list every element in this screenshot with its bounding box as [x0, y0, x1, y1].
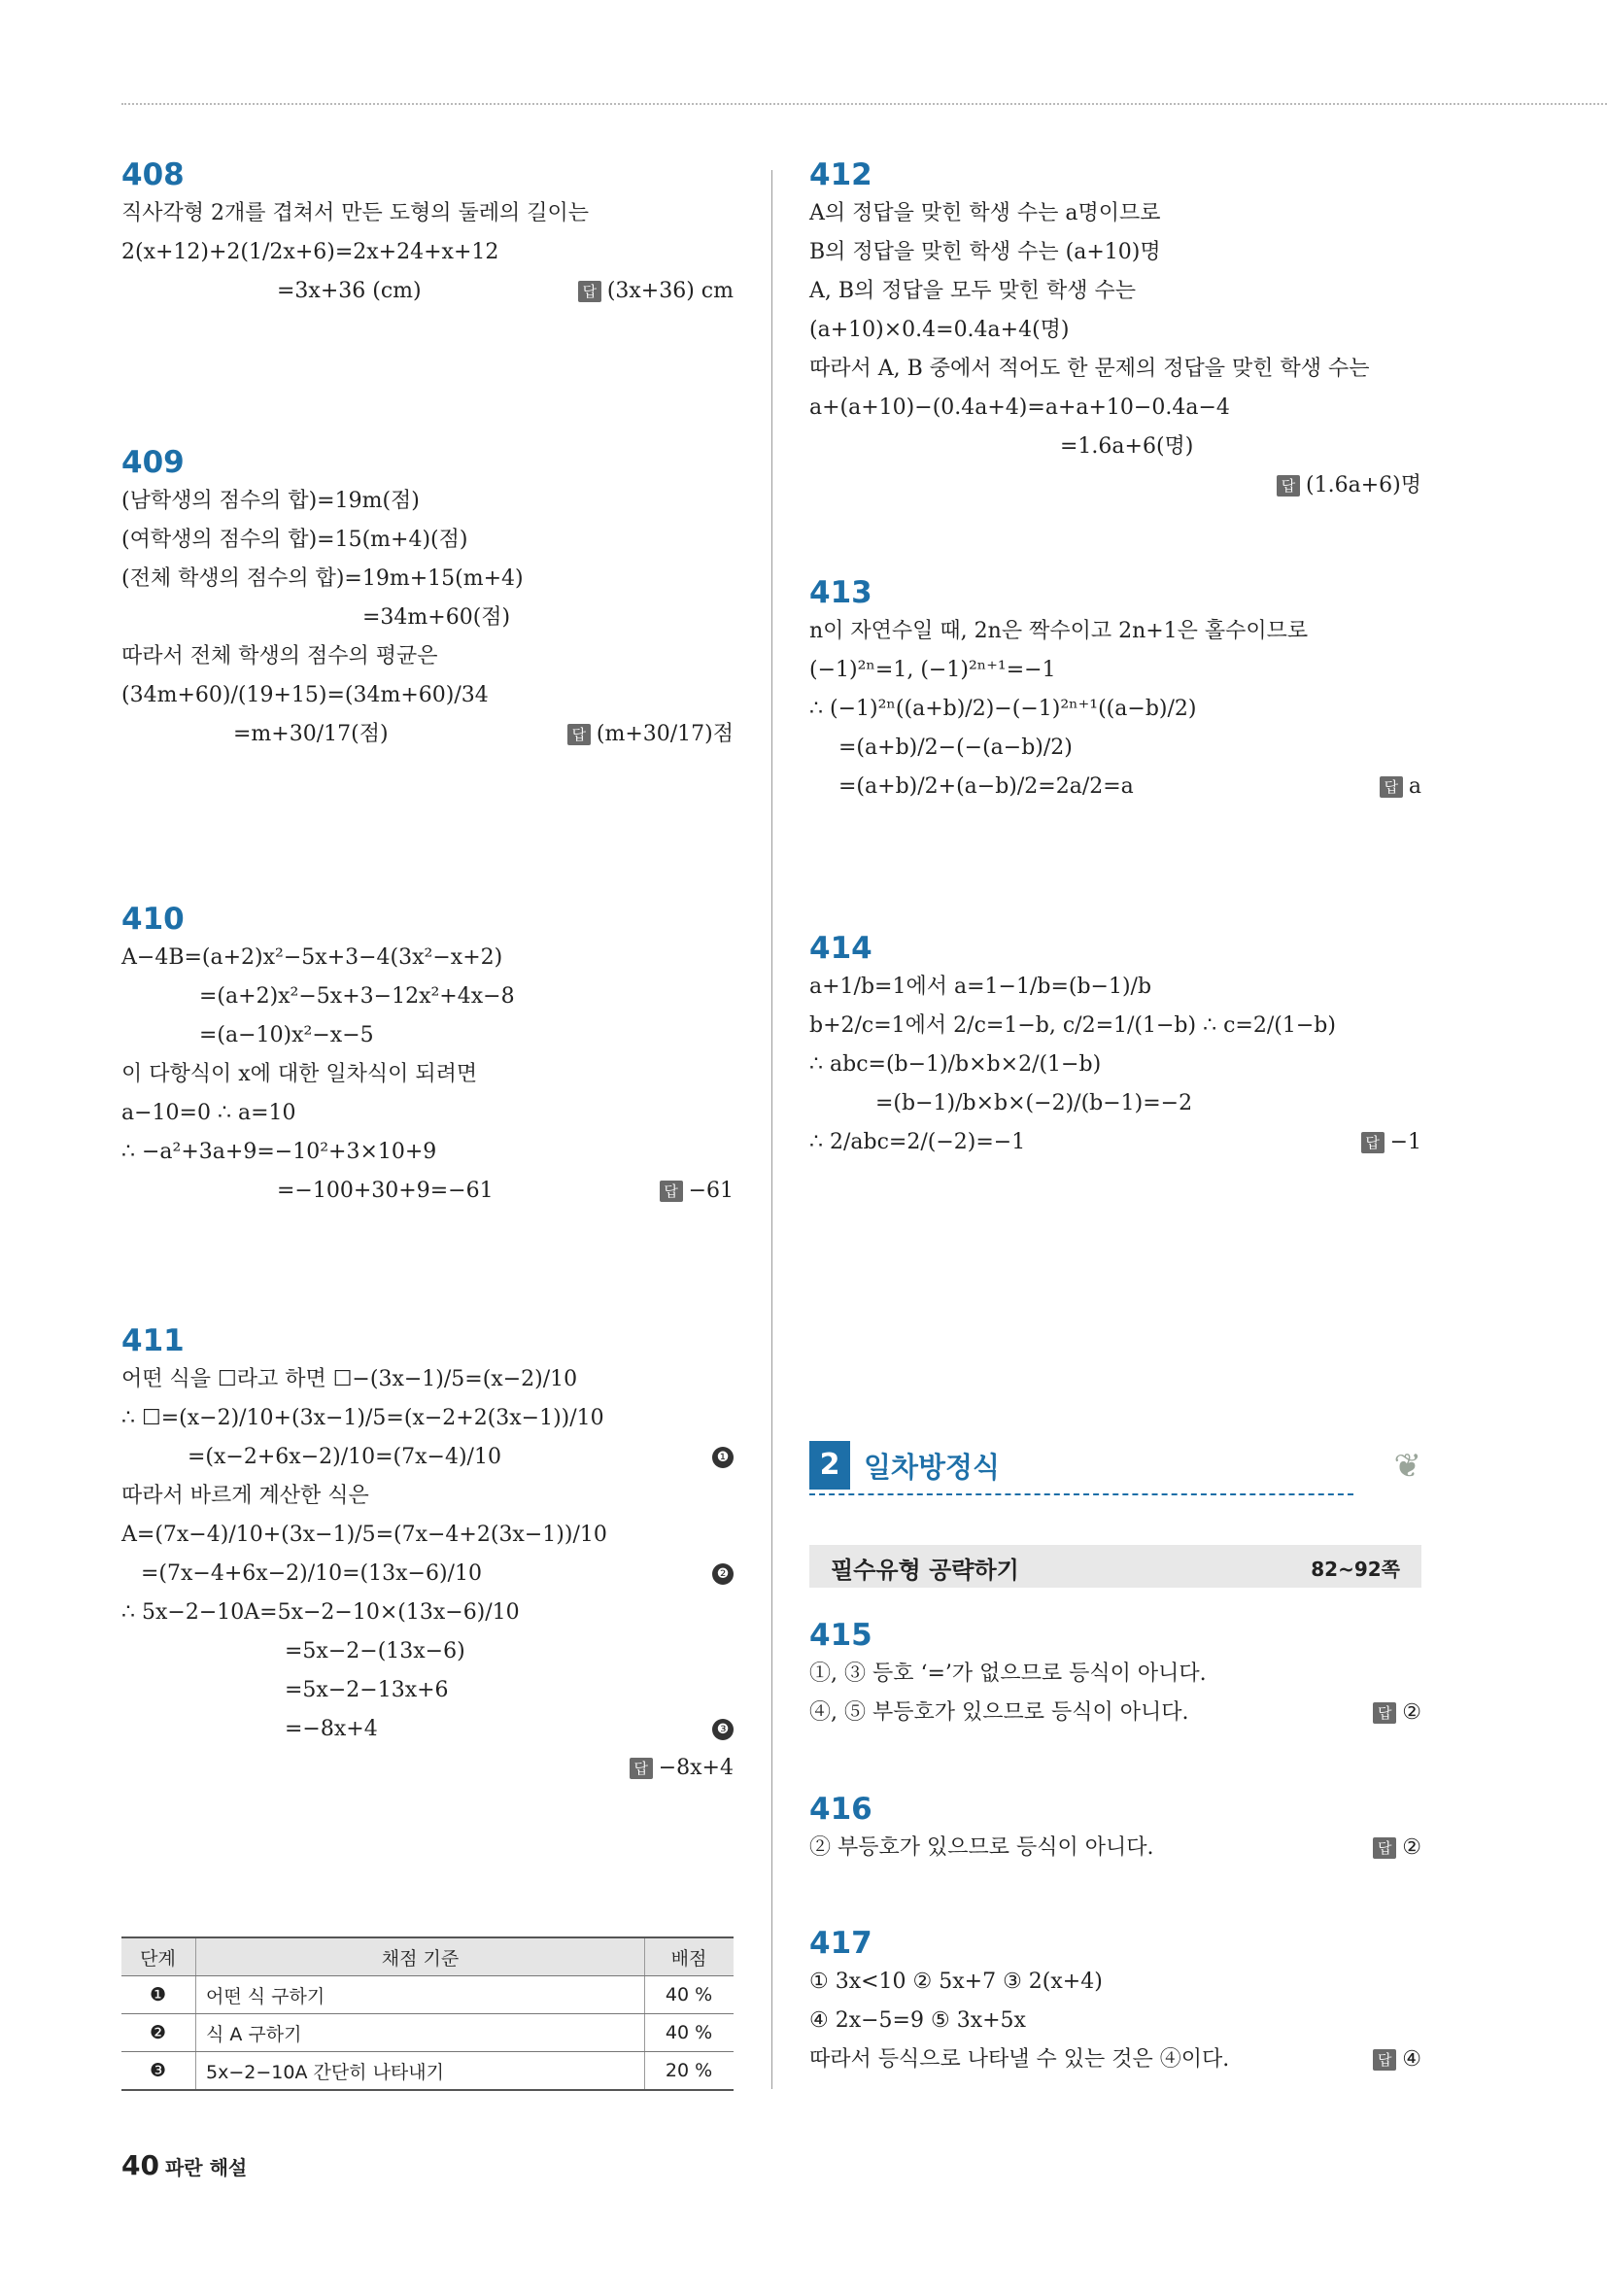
solution-line: =5x−2−(13x−6) — [285, 1639, 465, 1663]
practice-bar-pages: 82~92쪽 — [1311, 1558, 1400, 1581]
solution-line — [809, 2040, 1421, 2079]
answer — [1277, 466, 1421, 505]
table-row — [121, 1976, 734, 2014]
solution-line: =5x−2−13x+6 — [285, 1678, 449, 1702]
problem-number: 417 — [809, 1926, 872, 1961]
solution-line: 따라서 전체 학생의 점수의 평균은 — [121, 644, 438, 668]
answer-badge: 답 — [578, 281, 601, 302]
cell-step: ❸ — [121, 2052, 196, 2091]
solution-line: (a+10)×0.4=0.4a+4(명) — [809, 318, 1070, 342]
solution-text: ∴ 2/abc=2/(−2)=−1 — [809, 1130, 1026, 1154]
answer-value: −1 — [1389, 1130, 1421, 1154]
answer-value: −8x+4 — [658, 1756, 734, 1780]
problem-409 — [121, 443, 734, 754]
answer-badge: 답 — [1373, 1702, 1396, 1724]
solution-text: =(a+b)/2+(a−b)/2=2a/2=a — [838, 774, 1134, 799]
problem-414 — [809, 929, 1421, 1162]
problem-415 — [809, 1616, 1421, 1732]
section-header — [809, 1441, 1421, 1495]
problem-413 — [809, 573, 1421, 806]
problem-number: 416 — [809, 1792, 872, 1827]
problem-number: 409 — [121, 445, 185, 480]
answer-badge: 답 — [1373, 1837, 1396, 1859]
solution-line: =(a+b)/2−(−(a−b)/2) — [838, 736, 1073, 760]
solution-line: b+2/c=1에서 2/c=1−b, c/2=1/(1−b) ∴ c=2/(1−b) — [809, 1013, 1336, 1038]
solution-line: =(b−1)/b×b×(−2)/(b−1)=−2 — [875, 1091, 1193, 1115]
answer — [1373, 1694, 1421, 1732]
practice-bar — [809, 1545, 1421, 1588]
page-footer — [121, 2149, 247, 2181]
column-divider — [771, 170, 772, 2089]
table-row — [121, 2014, 734, 2052]
solution-line — [121, 272, 734, 311]
solution-line: ④ 2x−5=9 ⑤ 3x+5x — [809, 2008, 1026, 2033]
answer-badge: 답 — [1277, 475, 1300, 497]
answer-value: ② — [1402, 1835, 1421, 1860]
step-mark-1: ❶ — [712, 1447, 734, 1468]
cell-step: ❶ — [121, 1976, 196, 2014]
answer-badge: 답 — [660, 1181, 683, 1202]
answer-value: (m+30/17)점 — [596, 722, 734, 746]
section-title: 일차방정식 — [864, 1450, 1001, 1484]
answer-value: a — [1408, 774, 1421, 799]
solution-line — [121, 1555, 734, 1593]
cell-points: 40 % — [645, 2014, 735, 2052]
cell-step: ❷ — [121, 2014, 196, 2052]
cell-criterion: 식 A 구하기 — [196, 2014, 645, 2052]
solution-line: ∴ abc=(b−1)/b×b×2/(1−b) — [809, 1052, 1102, 1077]
problem-417 — [809, 1924, 1421, 2079]
answer — [1380, 768, 1421, 806]
solution-line: ∴ 5x−2−10A=5x−2−10×(13x−6)/10 — [121, 1600, 520, 1625]
solution-line: (전체 학생의 점수의 합)=19m+15(m+4) — [121, 566, 524, 591]
solution-line: ∴ (−1)²ⁿ((a+b)/2)−(−1)²ⁿ⁺¹((a−b)/2) — [809, 697, 1197, 721]
solution-text: =(7x−4+6x−2)/10=(13x−6)/10 — [141, 1561, 482, 1586]
practice-bar-title: 필수유형 공략하기 — [831, 1557, 1019, 1584]
solution-line: 이 다항식이 x에 대한 일차식이 되려면 — [121, 1062, 478, 1086]
leaf-decoration-icon: ❦ — [1393, 1447, 1421, 1486]
answer-value: (1.6a+6)명 — [1306, 473, 1421, 497]
problem-410 — [121, 900, 734, 1211]
cell-criterion: 5x−2−10A 간단히 나타내기 — [196, 2052, 645, 2091]
answer-value: −61 — [688, 1179, 734, 1203]
solution-line: A의 정답을 맞힌 학생 수는 a명이므로 — [809, 201, 1161, 225]
problem-412 — [809, 155, 1421, 497]
answer — [1373, 2040, 1421, 2079]
solution-line — [121, 1710, 734, 1749]
cell-criterion: 어떤 식 구하기 — [196, 1976, 645, 2014]
solution-line: (34m+60)/(19+15)=(34m+60)/34 — [121, 683, 489, 707]
top-dotted-rule — [121, 103, 1607, 105]
solution-text: ④, ⑤ 부등호가 있으므로 등식이 아니다. — [809, 1700, 1189, 1725]
answer — [567, 715, 734, 754]
solution-line: 직사각형 2개를 겹쳐서 만든 도형의 둘레의 길이는 — [121, 201, 589, 225]
solution-line: (남학생의 점수의 합)=19m(점) — [121, 489, 420, 513]
solution-text: ② 부등호가 있으므로 등식이 아니다. — [809, 1835, 1154, 1860]
footer-label: 파란 해설 — [164, 2156, 248, 2179]
solution-line: =(a+2)x²−5x+3−12x²+4x−8 — [199, 984, 515, 1009]
answer-badge: 답 — [1380, 776, 1403, 798]
solution-line: (여학생의 점수의 합)=15(m+4)(점) — [121, 528, 468, 552]
problem-number: 412 — [809, 157, 872, 192]
solution-line: 따라서 바르게 계산한 식은 — [121, 1484, 369, 1508]
problem-408 — [121, 155, 734, 311]
grading-table — [121, 1936, 734, 2091]
solution-line — [809, 1123, 1421, 1162]
header-criterion: 채점 기준 — [196, 1937, 645, 1976]
solution-line: A, B의 정답을 모두 맞힌 학생 수는 — [809, 279, 1137, 303]
page-number: 40 — [121, 2149, 159, 2181]
solution-line: =1.6a+6(명) — [1060, 434, 1194, 459]
answer-badge: 답 — [1373, 2049, 1396, 2071]
problem-416 — [809, 1790, 1421, 1868]
solution-line: =34m+60(점) — [362, 605, 511, 630]
solution-line: 어떤 식을 ☐라고 하면 ☐−(3x−1)/5=(x−2)/10 — [121, 1367, 578, 1391]
answer — [630, 1749, 734, 1788]
answer-badge: 답 — [1361, 1132, 1385, 1153]
answer — [1373, 1829, 1421, 1868]
solution-line: A−4B=(a+2)x²−5x+3−4(3x²−x+2) — [121, 945, 503, 970]
solution-line — [809, 1694, 1421, 1732]
solution-line: n이 자연수일 때, 2n은 짝수이고 2n+1은 홀수이므로 — [809, 619, 1309, 643]
solution-line: a−10=0 ∴ a=10 — [121, 1101, 296, 1125]
solution-line: (−1)²ⁿ=1, (−1)²ⁿ⁺¹=−1 — [809, 658, 1056, 682]
solution-line — [809, 1829, 1421, 1868]
solution-line — [809, 768, 1421, 806]
problem-number: 413 — [809, 575, 872, 610]
solution-text: 따라서 등식으로 나타낼 수 있는 것은 ④이다. — [809, 2047, 1230, 2072]
solution-line — [121, 715, 734, 754]
answer-value: ④ — [1402, 2047, 1421, 2072]
answer — [660, 1172, 734, 1211]
answer — [578, 272, 734, 311]
solution-line: A=(7x−4)/10+(3x−1)/5=(7x−4+2(3x−1))/10 — [121, 1523, 607, 1547]
solution-line: ∴ −a²+3a+9=−10²+3×10+9 — [121, 1140, 437, 1164]
solution-line: ∴ ☐=(x−2)/10+(3x−1)/5=(x−2+2(3x−1))/10 — [121, 1406, 604, 1430]
problem-number: 410 — [121, 902, 185, 937]
cell-points: 40 % — [645, 1976, 735, 2014]
problem-number: 415 — [809, 1618, 872, 1653]
solution-text: =(x−2+6x−2)/10=(7x−4)/10 — [188, 1445, 501, 1469]
solution-text: =−8x+4 — [285, 1717, 378, 1741]
solution-line: ① 3x<10 ② 5x+7 ③ 2(x+4) — [809, 1970, 1103, 1994]
problem-number: 414 — [809, 931, 872, 966]
solution-line: =(a−10)x²−x−5 — [199, 1023, 374, 1047]
answer-badge: 답 — [630, 1758, 653, 1779]
header-step: 단계 — [121, 1937, 196, 1976]
cell-points: 20 % — [645, 2052, 735, 2091]
section-rule — [809, 1493, 1353, 1495]
solution-line: 따라서 A, B 중에서 적어도 한 문제의 정답을 맞힌 학생 수는 — [809, 357, 1370, 381]
answer-value: (3x+36) cm — [606, 279, 734, 303]
problem-number: 411 — [121, 1323, 185, 1358]
solution-line: a+1/b=1에서 a=1−1/b=(b−1)/b — [809, 975, 1152, 999]
solution-text: =3x+36 (cm) — [277, 279, 422, 303]
header-points: 배점 — [645, 1937, 735, 1976]
table-row — [121, 2052, 734, 2091]
solution-text: =m+30/17(점) — [233, 722, 389, 746]
solution-text: =−100+30+9=−61 — [277, 1179, 494, 1203]
problem-411 — [121, 1321, 734, 1780]
solution-line: ①, ③ 등호 ‘=’가 없으므로 등식이 아니다. — [809, 1662, 1207, 1686]
solution-line — [121, 1438, 734, 1477]
step-mark-2: ❷ — [712, 1563, 734, 1585]
step-mark-3: ❸ — [712, 1719, 734, 1740]
answer-value: ② — [1402, 1700, 1421, 1725]
solution-line: B의 정답을 맞힌 학생 수는 (a+10)명 — [809, 240, 1161, 264]
table-header-row — [121, 1937, 734, 1976]
section-number: 2 — [809, 1441, 850, 1490]
solution-line: a+(a+10)−(0.4a+4)=a+a+10−0.4a−4 — [809, 395, 1230, 420]
answer-badge: 답 — [567, 724, 591, 745]
solution-line — [121, 1172, 734, 1211]
solution-line: 2(x+12)+2(1/2x+6)=2x+24+x+12 — [121, 240, 499, 264]
answer — [1361, 1123, 1421, 1162]
problem-number: 408 — [121, 157, 185, 192]
